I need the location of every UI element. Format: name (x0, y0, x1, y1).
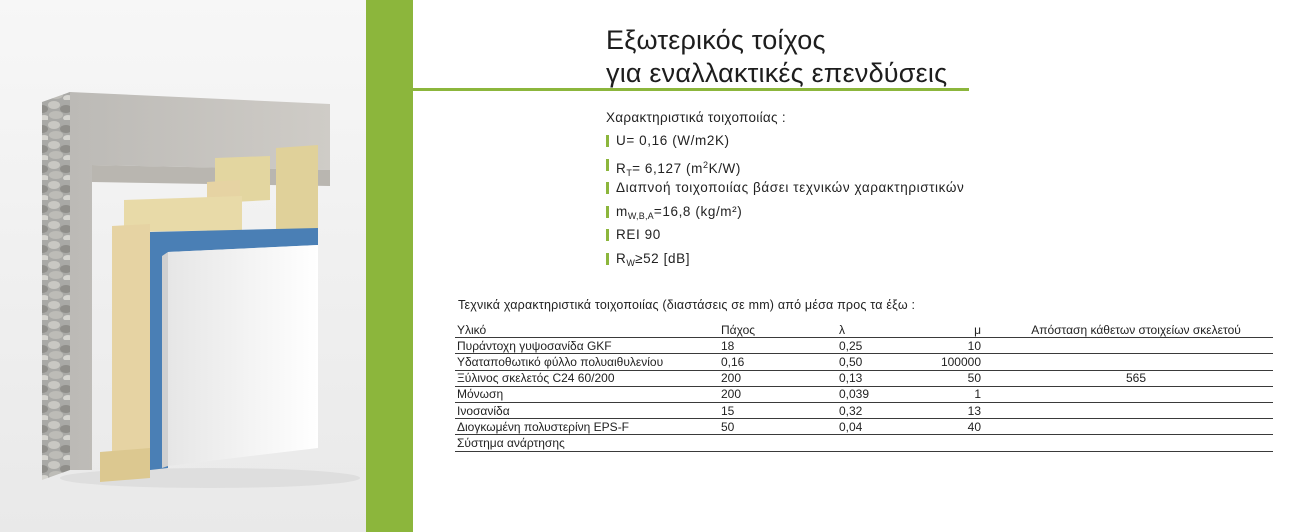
cell-lambda: 0,04 (837, 419, 909, 435)
cell-lambda: 0,50 (837, 354, 909, 370)
cell-material: Ινοσανίδα (455, 402, 719, 418)
cell-thickness: 50 (719, 419, 837, 435)
feature-fire-rating: REI 90 (606, 227, 964, 251)
feature-mass: $m_{W,B,A}=16,8$ (kg/m²) (606, 204, 964, 228)
table-row (455, 402, 1273, 418)
feature-breathability: Διαπνοή τοιχοποιίας βάσει τεχνικών χαρακτηριστικών (606, 180, 964, 204)
materials-table (455, 322, 1273, 452)
cell-mu: 50 (909, 370, 997, 386)
cell-distance (997, 338, 1273, 354)
header-material: Υλικό (455, 322, 719, 338)
feature-u-value: U= 0,16 (W/m2K) (606, 133, 964, 157)
cell-mu (909, 435, 997, 451)
cell-mu: 10 (909, 338, 997, 354)
bullet-marker (606, 253, 609, 265)
header-mu: μ (909, 322, 997, 338)
cell-mu: 40 (909, 419, 997, 435)
header-lambda: λ (837, 322, 909, 338)
table-header-row (455, 322, 1273, 338)
title-underline (413, 88, 969, 91)
feature-sound-insulation: $R_W\ge 52$ [dB] (606, 251, 964, 275)
cell-material: Πυράντοχη γυψοσανίδα GKF (455, 338, 719, 354)
cell-mu: 13 (909, 402, 997, 418)
cell-lambda: 0,13 (837, 370, 909, 386)
page-title (606, 24, 947, 90)
cell-thickness: 200 (719, 370, 837, 386)
cell-material: Διογκωμένη πολυστερίνη EPS-F (455, 419, 719, 435)
cell-material: Ξύλινος σκελετός C24 60/200 (455, 370, 719, 386)
timber-stud-top (276, 145, 318, 233)
bullet-marker (606, 159, 609, 171)
accent-divider-bar (366, 0, 413, 532)
cell-distance (997, 419, 1273, 435)
bullet-marker (606, 135, 609, 147)
table-row (455, 386, 1273, 402)
cell-distance: 565 (997, 370, 1273, 386)
header-distance: Απόσταση κάθετων στοιχείων σκελετού (997, 322, 1273, 338)
table-caption: Τεχνικά χαρακτηριστικά τοιχοποιίας (διαστάσεις σε mm) από μέσα προς τα έξω : (458, 298, 916, 312)
cell-distance (997, 402, 1273, 418)
table-row (455, 435, 1273, 451)
table-row (455, 338, 1273, 354)
table-row (455, 354, 1273, 370)
wall-section-illustration (0, 0, 366, 532)
cell-thickness: 15 (719, 402, 837, 418)
features-heading: Χαρακτηριστικά τοιχοποιίας : (606, 110, 786, 125)
timber-stud (112, 224, 150, 472)
cell-material: Σύστημα ανάρτησης (455, 435, 719, 451)
cell-mu: 1 (909, 386, 997, 402)
cell-thickness (719, 435, 837, 451)
wall-layers-graphic (0, 0, 366, 532)
cell-lambda: 0,32 (837, 402, 909, 418)
cell-lambda (837, 435, 909, 451)
bullet-marker (606, 206, 609, 218)
cell-thickness: 18 (719, 338, 837, 354)
table-row (455, 370, 1273, 386)
cell-distance (997, 386, 1273, 402)
cell-distance (997, 354, 1273, 370)
cell-mu: 100000 (909, 354, 997, 370)
header-thickness: Πάχος (719, 322, 837, 338)
cell-material: Υδαταποθωτικό φύλλο πολυαιθυλενίου (455, 354, 719, 370)
features-list (606, 133, 964, 274)
gypsum-board (168, 245, 318, 466)
cell-lambda: 0,25 (837, 338, 909, 354)
table-row (455, 419, 1273, 435)
title-line-1: Εξωτερικός τοίχος (606, 25, 826, 55)
cell-lambda: 0,039 (837, 386, 909, 402)
bullet-marker (606, 182, 609, 194)
title-line-2: για εναλλακτικές επενδύσεις (606, 58, 948, 88)
cell-distance (997, 435, 1273, 451)
cell-thickness: 200 (719, 386, 837, 402)
cell-material: Μόνωση (455, 386, 719, 402)
cell-thickness: 0,16 (719, 354, 837, 370)
bullet-marker (606, 229, 609, 241)
feature-rt-value: $R_T= 6,127$ $(m^2K/W)$ (606, 157, 964, 181)
stone-cladding (42, 92, 70, 480)
